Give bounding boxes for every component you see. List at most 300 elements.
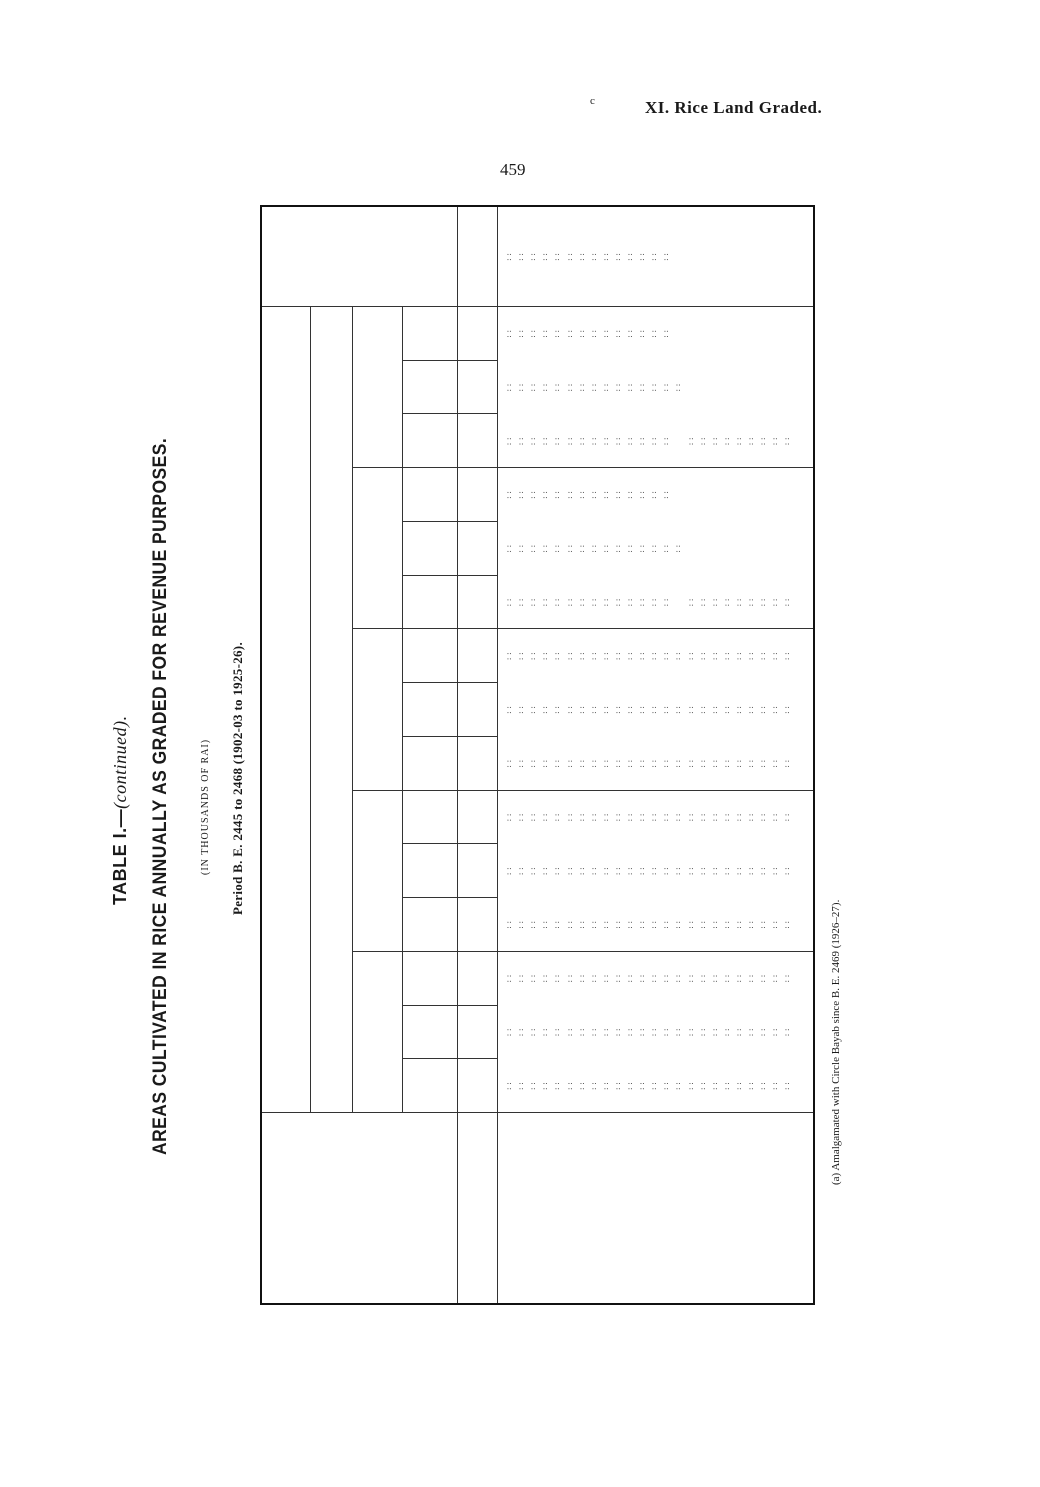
footnote: (a) Amalgamated with Circle Bayab since B. E. 2469 (1926–27). <box>830 899 842 1185</box>
empty-cell-dots: : : <box>564 437 574 446</box>
sub-column-divider <box>402 682 497 683</box>
empty-cell-dots: : : <box>625 974 634 983</box>
empty-cell-dots: : : <box>770 1028 780 1037</box>
empty-cell-dots: : : <box>770 974 780 983</box>
empty-cell-dots: : : <box>528 652 538 661</box>
empty-cell-dots: : : <box>661 437 671 446</box>
empty-cell-dots: : : <box>576 920 586 929</box>
empty-cell-dots: : : <box>625 383 634 392</box>
empty-cell-dots: : : <box>540 329 550 338</box>
empty-cell-dots: : : <box>625 920 634 929</box>
empty-cell-dots: : : <box>600 329 610 338</box>
empty-cell-dots: : : <box>733 598 743 607</box>
empty-cell-dots: : : <box>685 706 695 714</box>
empty-cell-dots: : : <box>576 383 586 392</box>
empty-cell-dots: : : <box>576 491 586 500</box>
empty-cell-dots: : : <box>564 867 574 876</box>
empty-cell-dots: : : <box>625 813 634 822</box>
empty-cell-dots: : : <box>661 974 671 983</box>
empty-cell-dots: : : <box>576 706 586 714</box>
empty-cell-dots: : : <box>516 383 526 392</box>
empty-cell-dots: : : <box>709 867 719 876</box>
empty-cell-dots: : : <box>673 1082 683 1091</box>
empty-cell-dots: : : <box>649 383 659 392</box>
empty-cell-dots: : : <box>625 1028 634 1037</box>
empty-cell-dots: : : <box>600 437 610 446</box>
empty-cell-dots: : : <box>588 1082 598 1091</box>
empty-cell-dots: : : <box>661 813 671 822</box>
total-column-divider <box>262 306 813 307</box>
empty-cell-dots: : : <box>661 253 671 261</box>
empty-cell-dots: : : <box>528 598 538 607</box>
empty-cell-dots: : : <box>612 1082 622 1091</box>
empty-cell-dots: : : <box>782 652 792 661</box>
empty-cell-dots: : : <box>504 329 513 338</box>
empty-cell-dots: : : <box>588 1028 598 1037</box>
empty-cell-dots: : : <box>600 491 610 500</box>
empty-cell-dots: : : <box>709 652 719 661</box>
empty-cell-dots: : : <box>637 920 647 929</box>
empty-cell-dots: : : <box>649 759 659 768</box>
empty-cell-dots: : : <box>504 437 513 446</box>
empty-cell-dots: : : <box>528 1028 538 1037</box>
empty-cell-dots: : : <box>746 652 755 661</box>
empty-cell-dots: : : <box>661 706 671 714</box>
empty-cell-dots: : : <box>661 920 671 929</box>
empty-cell-dots: : : <box>746 920 755 929</box>
empty-cell-dots: : : <box>540 253 550 261</box>
empty-cell-dots: : : <box>758 437 768 446</box>
empty-cell-dots: : : <box>625 329 634 338</box>
empty-cell-dots: : : <box>504 544 513 553</box>
table-heading-label: TABLE I.— <box>110 808 130 905</box>
empty-cell-dots: : : <box>721 759 731 768</box>
empty-cell-dots: : : <box>600 813 610 822</box>
empty-cell-dots: : : <box>528 813 538 822</box>
empty-cell-dots: : : <box>685 1028 695 1037</box>
empty-cell-dots: : : <box>721 974 731 983</box>
empty-cell-dots: : : <box>600 974 610 983</box>
empty-cell-dots: : : <box>782 974 792 983</box>
empty-cell-dots: : : <box>612 253 622 261</box>
empty-cell-dots: : : <box>661 867 671 876</box>
empty-cell-dots: : : <box>588 544 598 553</box>
empty-cell-dots: : : <box>504 383 513 392</box>
empty-cell-dots: : : <box>637 383 647 392</box>
empty-cell-dots: : : <box>612 974 622 983</box>
empty-cell-dots: : : <box>540 491 550 500</box>
empty-cell-dots: : : <box>782 598 792 607</box>
empty-cell-dots: : : <box>588 920 598 929</box>
table-heading-continued: (continued). <box>110 715 130 809</box>
empty-cell-dots: : : <box>625 544 634 553</box>
empty-cell-dots: : : <box>540 437 550 446</box>
empty-cell-dots: : : <box>637 491 647 500</box>
empty-cell-dots: : : <box>721 813 731 822</box>
empty-cell-dots: : : <box>564 652 574 661</box>
sub-column-divider <box>402 736 497 737</box>
page-number: 459 <box>500 160 526 179</box>
empty-cell-dots: : : <box>746 598 755 607</box>
empty-cell-dots: : : <box>637 329 647 338</box>
empty-cell-dots: : : <box>504 652 513 661</box>
empty-cell-dots: : : <box>746 759 755 768</box>
sub-column-divider <box>402 843 497 844</box>
empty-cell-dots: : : <box>709 759 719 768</box>
empty-cell-dots: : : <box>625 437 634 446</box>
empty-cell-dots: : : <box>552 491 562 500</box>
empty-cell-dots: : : <box>588 867 598 876</box>
empty-cell-dots: : : <box>709 920 719 929</box>
empty-cell-dots: : : <box>709 1082 719 1091</box>
empty-cell-dots: : : <box>697 1028 707 1037</box>
empty-cell-dots: : : <box>649 598 659 607</box>
empty-cell-dots: : : <box>576 1028 586 1037</box>
empty-cell-dots: : : <box>552 544 562 553</box>
empty-cell-dots: : : <box>600 867 610 876</box>
empty-cell-dots: : : <box>612 329 622 338</box>
empty-cell-dots: : : <box>564 759 574 768</box>
empty-cell-dots: : : <box>600 544 610 553</box>
empty-cell-dots: : : <box>516 652 526 661</box>
empty-cell-dots: : : <box>516 253 526 261</box>
empty-cell-dots: : : <box>612 652 622 661</box>
empty-cell-dots: : : <box>612 706 622 714</box>
empty-cell-dots: : : <box>697 652 707 661</box>
empty-cell-dots: : : <box>552 652 562 661</box>
sub-column-divider <box>402 1058 497 1059</box>
empty-cell-dots: : : <box>782 1028 792 1037</box>
empty-cell-dots: : : <box>504 920 513 929</box>
empty-cell-dots: : : <box>516 974 526 983</box>
empty-cell-dots: : : <box>516 491 526 500</box>
empty-cell-dots: : : <box>685 920 695 929</box>
empty-cell-dots: : : <box>770 813 780 822</box>
empty-cell-dots: : : <box>552 974 562 983</box>
empty-cell-dots: : : <box>733 813 743 822</box>
empty-cell-dots: : : <box>782 759 792 768</box>
empty-cell-dots: : : <box>612 1028 622 1037</box>
empty-cell-dots: : : <box>758 920 768 929</box>
empty-cell-dots: : : <box>625 652 634 661</box>
empty-cell-dots: : : <box>697 437 707 446</box>
empty-cell-dots: : : <box>540 383 550 392</box>
empty-cell-dots: : : <box>685 437 695 446</box>
rice-land-table <box>260 205 815 1305</box>
empty-cell-dots: : : <box>625 706 634 714</box>
empty-cell-dots: : : <box>661 329 671 338</box>
empty-cell-dots: : : <box>588 437 598 446</box>
empty-cell-dots: : : <box>733 652 743 661</box>
empty-cell-dots: : : <box>637 1028 647 1037</box>
empty-cell-dots: : : <box>504 867 513 876</box>
empty-cell-dots: : : <box>697 759 707 768</box>
empty-cell-dots: : : <box>673 652 683 661</box>
empty-cell-dots: : : <box>746 867 755 876</box>
empty-cell-dots: : : <box>733 920 743 929</box>
empty-cell-dots: : : <box>612 598 622 607</box>
empty-cell-dots: : : <box>721 652 731 661</box>
empty-cell-dots: : : <box>685 813 695 822</box>
empty-cell-dots: : : <box>661 598 671 607</box>
empty-cell-dots: : : <box>504 1082 513 1091</box>
empty-cell-dots: : : <box>625 598 634 607</box>
empty-cell-dots: : : <box>637 652 647 661</box>
empty-cell-dots: : : <box>625 491 634 500</box>
empty-cell-dots: : : <box>782 437 792 446</box>
empty-cell-dots: : : <box>564 329 574 338</box>
empty-cell-dots: : : <box>709 813 719 822</box>
empty-cell-dots: : : <box>504 706 513 714</box>
empty-cell-dots: : : <box>637 1082 647 1091</box>
sub-column-divider <box>402 360 497 361</box>
empty-cell-dots: : : <box>504 253 513 261</box>
empty-cell-dots: : : <box>770 706 780 714</box>
empty-cell-dots: : : <box>528 974 538 983</box>
empty-cell-dots: : : <box>564 706 574 714</box>
empty-cell-dots: : : <box>758 974 768 983</box>
empty-cell-dots: : : <box>516 867 526 876</box>
empty-cell-dots: : : <box>516 706 526 714</box>
empty-cell-dots: : : <box>746 1082 755 1091</box>
empty-cell-dots: : : <box>516 1028 526 1037</box>
empty-cell-dots: : : <box>528 706 538 714</box>
empty-cell-dots: : : <box>564 253 574 261</box>
empty-cell-dots: : : <box>661 1082 671 1091</box>
empty-cell-dots: : : <box>661 759 671 768</box>
empty-cell-dots: : : <box>540 1082 550 1091</box>
empty-cell-dots: : : <box>504 974 513 983</box>
empty-cell-dots: : : <box>564 544 574 553</box>
empty-cell-dots: : : <box>746 813 755 822</box>
empty-cell-dots: : : <box>576 1082 586 1091</box>
empty-cell-dots: : : <box>721 1028 731 1037</box>
empty-cell-dots: : : <box>540 544 550 553</box>
empty-cell-dots: : : <box>540 759 550 768</box>
empty-cell-dots: : : <box>758 652 768 661</box>
empty-cell-dots: : : <box>770 652 780 661</box>
empty-cell-dots: : : <box>504 491 513 500</box>
empty-cell-dots: : : <box>661 1028 671 1037</box>
empty-cell-dots: : : <box>600 920 610 929</box>
empty-cell-dots: : : <box>770 920 780 929</box>
empty-cell-dots: : : <box>588 813 598 822</box>
empty-cell-dots: : : <box>649 437 659 446</box>
empty-cell-dots: : : <box>649 1082 659 1091</box>
stray-mark: c <box>590 95 595 107</box>
empty-cell-dots: : : <box>528 1082 538 1091</box>
empty-cell-dots: : : <box>625 867 634 876</box>
header-bottom-rule <box>457 207 458 1303</box>
empty-cell-dots: : : <box>600 253 610 261</box>
empty-cell-dots: : : <box>540 920 550 929</box>
empty-cell-dots: : : <box>612 920 622 929</box>
empty-cell-dots: : : <box>540 652 550 661</box>
empty-cell-dots: : : <box>528 253 538 261</box>
empty-cell-dots: : : <box>576 867 586 876</box>
empty-cell-dots: : : <box>758 1028 768 1037</box>
empty-cell-dots: : : <box>588 491 598 500</box>
empty-cell-dots: : : <box>637 253 647 261</box>
empty-cell-dots: : : <box>552 759 562 768</box>
empty-cell-dots: : : <box>649 491 659 500</box>
empty-cell-dots: : : <box>552 1028 562 1037</box>
empty-cell-dots: : : <box>552 383 562 392</box>
empty-cell-dots: : : <box>504 813 513 822</box>
empty-cell-dots: : : <box>564 491 574 500</box>
empty-cell-dots: : : <box>758 813 768 822</box>
empty-cell-dots: : : <box>540 598 550 607</box>
empty-cell-dots: : : <box>625 253 634 261</box>
sub-column-divider <box>402 1005 497 1006</box>
empty-cell-dots: : : <box>746 1028 755 1037</box>
empty-cell-dots: : : <box>637 759 647 768</box>
empty-cell-dots: : : <box>661 383 671 392</box>
empty-cell-dots: : : <box>709 437 719 446</box>
empty-cell-dots: : : <box>746 437 755 446</box>
empty-cell-dots: : : <box>612 383 622 392</box>
empty-cell-dots: : : <box>697 598 707 607</box>
section-title: XI. Rice Land Graded. <box>645 98 823 117</box>
empty-cell-dots: : : <box>528 544 538 553</box>
empty-cell-dots: : : <box>576 598 586 607</box>
empty-cell-dots: : : <box>516 437 526 446</box>
empty-cell-dots: : : <box>612 813 622 822</box>
empty-cell-dots: : : <box>564 1082 574 1091</box>
sub-column-divider <box>402 897 497 898</box>
empty-cell-dots: : : <box>516 920 526 929</box>
circle-rule <box>310 307 311 1113</box>
empty-cell-dots: : : <box>637 974 647 983</box>
empty-cell-dots: : : <box>564 1028 574 1037</box>
empty-cell-dots: : : <box>600 1082 610 1091</box>
empty-cell-dots: : : <box>552 706 562 714</box>
empty-cell-dots: : : <box>770 867 780 876</box>
empty-cell-dots: : : <box>770 598 780 607</box>
empty-cell-dots: : : <box>746 706 755 714</box>
empty-cell-dots: : : <box>733 706 743 714</box>
empty-cell-dots: : : <box>709 598 719 607</box>
empty-cell-dots: : : <box>673 1028 683 1037</box>
empty-cell-dots: : : <box>588 652 598 661</box>
empty-cell-dots: : : <box>673 544 683 553</box>
empty-cell-dots: : : <box>516 544 526 553</box>
empty-cell-dots: : : <box>697 1082 707 1091</box>
empty-cell-dots: : : <box>637 813 647 822</box>
empty-cell-dots: : : <box>770 1082 780 1091</box>
units-note: (IN THOUSANDS OF RAI) <box>200 738 211 875</box>
empty-cell-dots: : : <box>552 598 562 607</box>
empty-cell-dots: : : <box>528 383 538 392</box>
period-line: Period B. E. 2445 to 2468 (1902-03 to 1925-26). <box>230 642 245 915</box>
empty-cell-dots: : : <box>540 706 550 714</box>
empty-cell-dots: : : <box>637 544 647 553</box>
empty-cell-dots: : : <box>733 974 743 983</box>
rotated-table-page <box>110 205 870 1305</box>
empty-cell-dots: : : <box>612 867 622 876</box>
empty-cell-dots: : : <box>516 759 526 768</box>
subgrade-rule <box>402 307 403 1113</box>
empty-cell-dots: : : <box>576 759 586 768</box>
empty-cell-dots: : : <box>697 974 707 983</box>
empty-cell-dots: : : <box>649 706 659 714</box>
empty-cell-dots: : : <box>685 974 695 983</box>
empty-cell-dots: : : <box>770 759 780 768</box>
table-heading <box>110 715 131 905</box>
empty-cell-dots: : : <box>649 652 659 661</box>
empty-cell-dots: : : <box>721 706 731 714</box>
empty-cell-dots: : : <box>697 813 707 822</box>
empty-cell-dots: : : <box>709 974 719 983</box>
empty-cell-dots: : : <box>540 974 550 983</box>
empty-cell-dots: : : <box>564 813 574 822</box>
empty-cell-dots: : : <box>673 813 683 822</box>
empty-cell-dots: : : <box>649 867 659 876</box>
empty-cell-dots: : : <box>552 920 562 929</box>
empty-cell-dots: : : <box>528 867 538 876</box>
empty-cell-dots: : : <box>576 253 586 261</box>
empty-cell-dots: : : <box>600 598 610 607</box>
empty-cell-dots: : : <box>721 598 731 607</box>
empty-cell-dots: : : <box>661 491 671 500</box>
empty-cell-dots: : : <box>685 759 695 768</box>
empty-cell-dots: : : <box>758 759 768 768</box>
empty-cell-dots: : : <box>552 1082 562 1091</box>
empty-cell-dots: : : <box>637 437 647 446</box>
empty-cell-dots: : : <box>528 759 538 768</box>
empty-cell-dots: : : <box>721 1082 731 1091</box>
empty-cell-dots: : : <box>770 437 780 446</box>
empty-cell-dots: : : <box>758 867 768 876</box>
empty-cell-dots: : : <box>528 491 538 500</box>
empty-cell-dots: : : <box>685 652 695 661</box>
empty-cell-dots: : : <box>709 706 719 714</box>
empty-cell-dots: : : <box>612 544 622 553</box>
empty-cell-dots: : : <box>576 437 586 446</box>
empty-cell-dots: : : <box>612 437 622 446</box>
empty-cell-dots: : : <box>733 437 743 446</box>
empty-cell-dots: : : <box>782 867 792 876</box>
empty-cell-dots: : : <box>637 867 647 876</box>
empty-cell-dots: : : <box>516 598 526 607</box>
empty-cell-dots: : : <box>600 383 610 392</box>
empty-cell-dots: : : <box>612 491 622 500</box>
empty-cell-dots: : : <box>697 920 707 929</box>
empty-cell-dots: : : <box>552 867 562 876</box>
empty-cell-dots: : : <box>564 920 574 929</box>
empty-cell-dots: : : <box>576 813 586 822</box>
grade-rule <box>352 307 353 1113</box>
empty-cell-dots: : : <box>649 974 659 983</box>
empty-cell-dots: : : <box>685 598 695 607</box>
empty-cell-dots: : : <box>685 1082 695 1091</box>
empty-cell-dots: : : <box>721 920 731 929</box>
empty-cell-dots: : : <box>758 1082 768 1091</box>
main-title: AREAS CULTIVATED IN RICE ANNUALLY AS GRADED FOR REVENUE PURPOSES. <box>150 437 171 1155</box>
empty-cell-dots: : : <box>637 706 647 714</box>
empty-cell-dots: : : <box>782 813 792 822</box>
empty-cell-dots: : : <box>552 329 562 338</box>
sub-column-divider <box>402 413 497 414</box>
empty-cell-dots: : : <box>552 253 562 261</box>
empty-cell-dots: : : <box>516 329 526 338</box>
empty-cell-dots: : : <box>661 544 671 553</box>
empty-cell-dots: : : <box>673 920 683 929</box>
empty-cell-dots: : : <box>661 652 671 661</box>
empty-cell-dots: : : <box>649 1028 659 1037</box>
empty-cell-dots: : : <box>588 329 598 338</box>
empty-cell-dots: : : <box>697 867 707 876</box>
